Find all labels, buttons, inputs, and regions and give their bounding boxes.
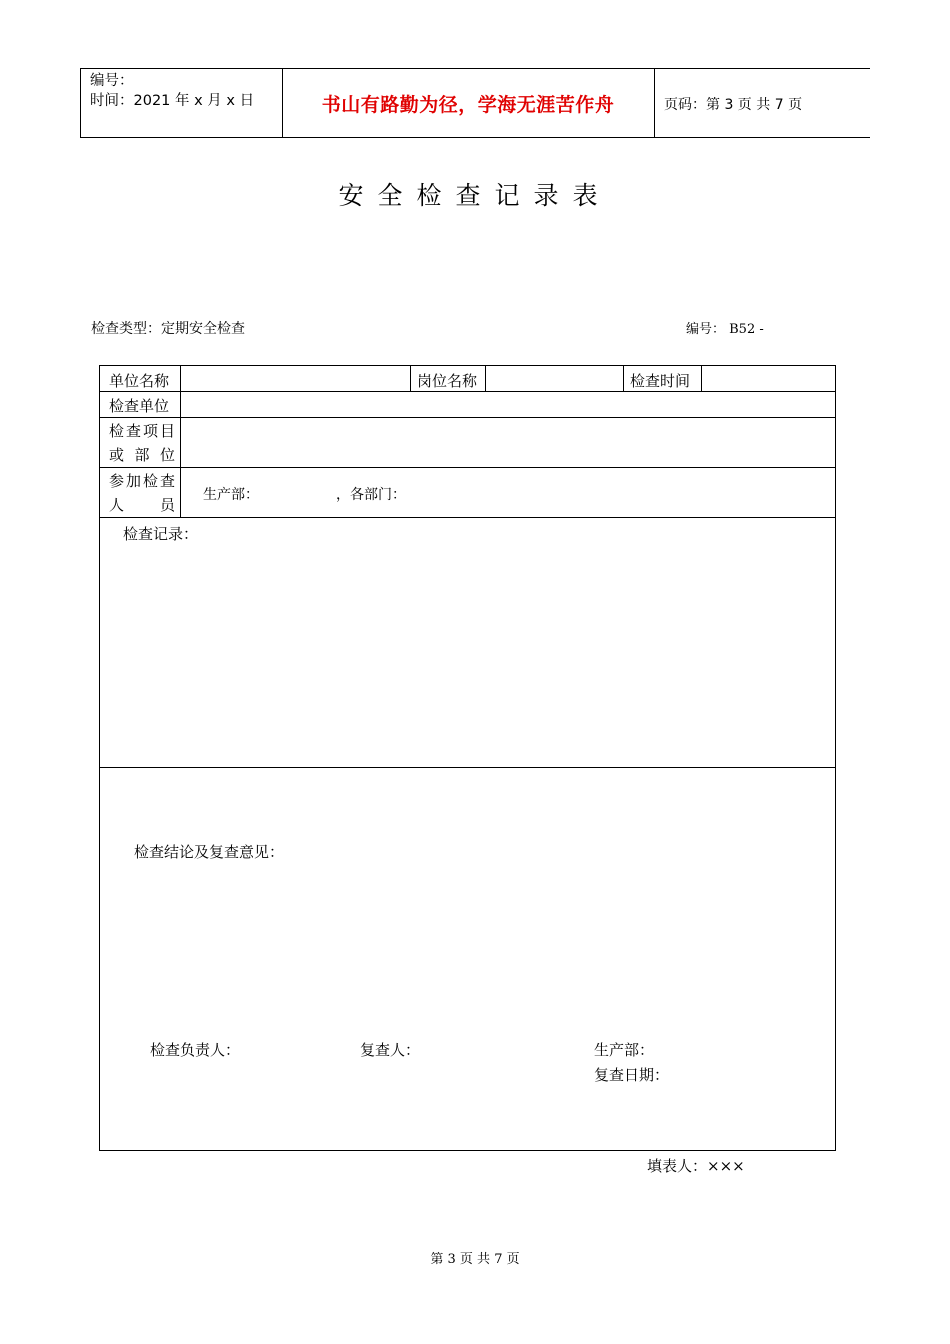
row-line-4 <box>100 517 835 518</box>
row-line-1 <box>100 391 835 392</box>
participants-label-2: 人员 <box>109 496 175 514</box>
form-serial: 编号： B52 - <box>686 322 764 337</box>
participants-label-1: 参加检查 <box>109 472 175 490</box>
check-unit-label: 检查单位 <box>109 397 170 415</box>
row-line-5 <box>100 767 835 768</box>
check-type: 检查类型：定期安全检查 <box>91 321 245 337</box>
reviewer-label: 复查人： <box>360 1041 421 1059</box>
header-left-info <box>90 71 254 111</box>
document-header <box>80 68 870 138</box>
row-line-2 <box>100 417 835 418</box>
check-item-label-1: 检查项目 <box>109 422 175 440</box>
time-label: 时间：2021 年 x 月 x 日 <box>90 93 255 109</box>
inspection-table <box>99 365 836 1151</box>
participants-other: ，各部门： <box>336 487 406 503</box>
check-time-label: 检查时间 <box>630 372 691 390</box>
label-column-line <box>180 366 181 518</box>
header-divider-2 <box>654 69 655 137</box>
filler-label: 填表人：××× <box>647 1157 745 1175</box>
serial-label: 编号： <box>90 73 134 89</box>
conclusion-label: 检查结论及复查意见： <box>134 843 285 861</box>
record-label: 检查记录： <box>123 525 199 543</box>
page-title: 安全检查记录表 <box>338 181 612 210</box>
participants-production: 生产部： <box>203 487 259 503</box>
row1-divider-4 <box>701 366 702 392</box>
row1-divider-3 <box>623 366 624 392</box>
row1-divider-2 <box>485 366 486 392</box>
check-item-label-2: 或部位 <box>109 446 175 464</box>
responsible-label: 检查负责人： <box>150 1041 241 1059</box>
page-label: 页码：第 3 页 共 7 页 <box>664 97 803 113</box>
row-line-3 <box>100 467 835 468</box>
page-footer: 第 3 页 共 7 页 <box>430 1252 520 1267</box>
motto: 书山有路勤为径，学海无涯苦作舟 <box>321 93 615 116</box>
unit-name-label: 单位名称 <box>109 372 170 390</box>
production-label: 生产部： <box>594 1041 655 1059</box>
review-date-label: 复查日期： <box>594 1066 670 1084</box>
row1-divider-1 <box>410 366 411 392</box>
post-name-label: 岗位名称 <box>417 372 478 390</box>
header-left-border <box>80 69 81 137</box>
